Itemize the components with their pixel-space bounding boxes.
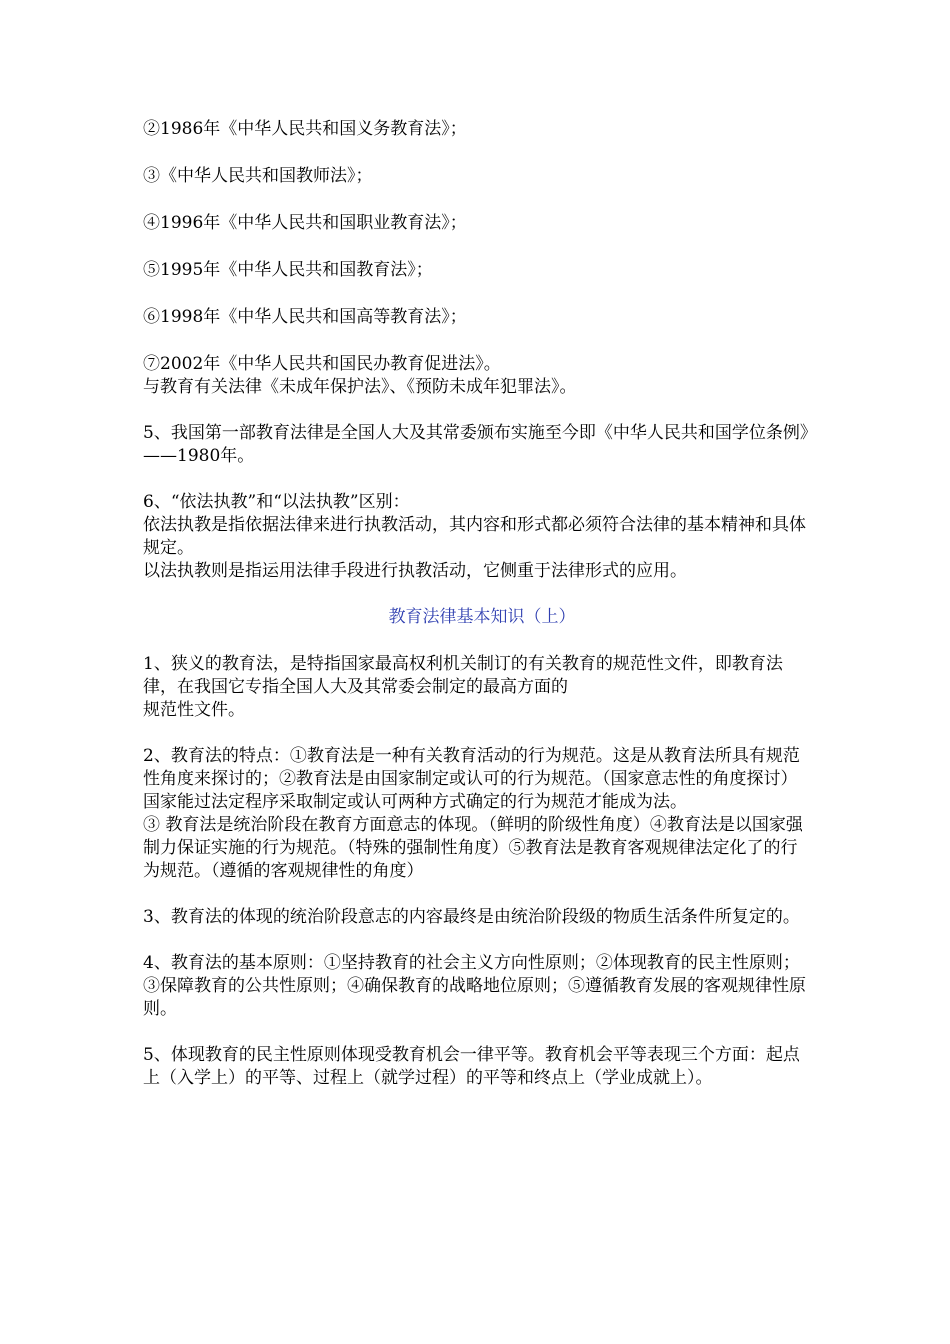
list-item-7-block — [143, 353, 811, 399]
point-6-line-2: 以法执教则是指运用法律手段进行执教活动，它侧重于法律形式的应用。 — [143, 561, 687, 581]
point-6-heading: 6、“依法执教”和“以法执教”区别： — [143, 492, 410, 512]
section-item-1-line-1: 1、狭义的教育法，是特指国家最高权利机关制订的有关教育的规范性文件，即教育法律，在我国它专指全国人大及其常委会制定的最高方面的 — [143, 654, 783, 697]
section-item-5: 5、体现教育的民主性原则体现受教育机会一律平等。教育机会平等表现三个方面：起点上（入学上）的平等、过程上（就学过程）的平等和终点上（学业成就上）。 — [143, 1045, 800, 1088]
section-item-2 — [143, 745, 811, 883]
section-item-2-line-1: 2、教育法的特点：①教育法是一种有关教育活动的行为规范。这是从教育法所具有规范性角度来探讨的；②教育法是由国家制定或认可的行为规范。（国家意志性的角度探讨） — [143, 746, 800, 789]
section-item-1 — [143, 653, 811, 722]
list-item-2: ②1986年《中华人民共和国义务教育法》； — [143, 119, 467, 139]
section-item-2-line-3: ③ 教育法是统治阶段在教育方面意志的体现。（鲜明的阶级性角度）④教育法是以国家强制力保证实施的行为规范。（特殊的强制性角度）⑤教育法是教育客观规律法定化了的行为规范。（遵循的客观规律性的角度） — [143, 815, 803, 881]
section-item-2-line-2: 国家能过法定程序采取制定或认可两种方式确定的行为规范才能成为法。 — [143, 792, 687, 812]
list-item-7: ⑦2002年《中华人民共和国民办教育促进法》。 — [143, 354, 501, 374]
point-6-block — [143, 491, 811, 583]
list-item-4: ④1996年《中华人民共和国职业教育法》； — [143, 213, 467, 233]
related-laws: 与教育有关法律《未成年保护法》、《预防未成年犯罪法》。 — [143, 377, 577, 397]
point-6-line-1: 依法执教是指依据法律来进行执教活动，其内容和形式都必须符合法律的基本精神和具体规定。 — [143, 515, 806, 558]
section-item-4: 4、教育法的基本原则：①坚持教育的社会主义方向性原则；②体现教育的民主性原则；③保障教育的公共性原则；④确保教育的战略地位原则；⑤遵循教育发展的客观规律性原则。 — [143, 953, 806, 1019]
document-content — [143, 118, 811, 1090]
list-item-6: ⑥1998年《中华人民共和国高等教育法》； — [143, 307, 467, 327]
point-5: 5、我国第一部教育法律是全国人大及其常委颁布实施至今即《中华人民共和国学位条例》——1980年。 — [143, 423, 809, 466]
section-item-1-line-2: 规范性文件。 — [143, 700, 245, 720]
section-title: 教育法律基本知识（上） — [388, 607, 576, 627]
list-item-3: ③《中华人民共和国教师法》； — [143, 166, 373, 186]
list-item-5: ⑤1995年《中华人民共和国教育法》； — [143, 260, 433, 280]
section-item-3: 3、教育法的体现的统治阶段意志的内容最终是由统治阶段级的物质生活条件所复定的。 — [143, 907, 800, 927]
